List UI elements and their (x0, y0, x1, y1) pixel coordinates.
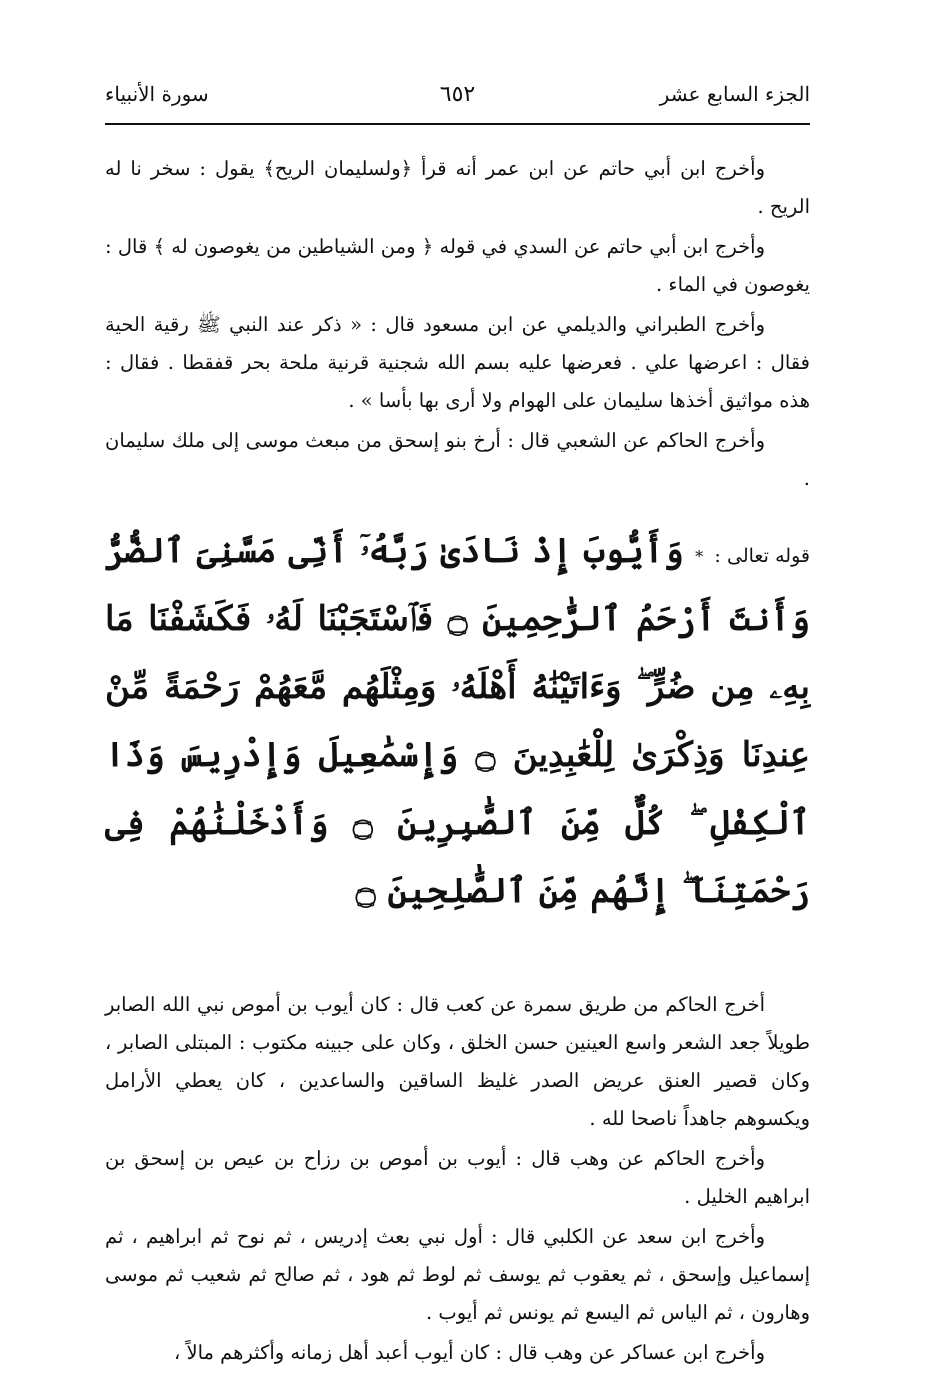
page-number: ٦٥٢ (439, 82, 476, 107)
paragraph: أخرج الحاكم من طريق سمرة عن كعب قال : كان أيوب بن أموص نبي الله الصابر طويلاً جعد الشعر واسع العينين حسن الخلق ، وكان على جبينه مكتوب : المبتلى الصابر ، وكان قصير العنق عريض الصدر غليظ الساقين والساعدين ، كان يعطي الأرامل ويكسوهم جاهداً ناصحا لله . (105, 993, 810, 1130)
juz-label: الجزء السابع عشر (659, 82, 810, 106)
paragraph: وأخرج ابن أبي حاتم عن السدي في قوله ﴿ ومن الشياطين من يغوصون له ﴾ قال : يغوصون في الماء . (105, 235, 810, 296)
header-rule (105, 123, 810, 125)
running-header (105, 82, 810, 112)
verse-intro: قوله تعالى : (714, 545, 810, 567)
paragraph: وأخرج الحاكم عن الشعبي قال : أرخ بنو إسحق من مبعث موسى إلى ملك سليمان . (105, 429, 810, 490)
paragraph: وأخرج الحاكم عن وهب قال : أيوب بن أموص بن رزاح بن عيص بن إسحق بن ابراهيم الخليل . (105, 1147, 810, 1208)
star-marker: * (695, 547, 704, 566)
paragraph: وأخرج ابن أبي حاتم عن ابن عمر أنه قرأ ﴿ولسليمان الريح﴾ يقول : سخر نا له الريح . (105, 157, 810, 218)
paragraph: وأخرج ابن عساكر عن وهب قال : كان أيوب أعبد أهل زمانه وأكثرهم مالاً ، (173, 1341, 765, 1364)
paragraph: وأخرج ابن سعد عن الكلبي قال : أول نبي بعث إدريس ، ثم نوح ثم ابراهيم ، ثم إسماعيل وإسحق ، ثم يعقوب ثم يوسف ثم لوط ثم هود ، ثم صالح ثم شعيب ثم موسى وهارون ، ثم الياس ثم اليسع ثم يونس ثم أيوب . (105, 1225, 810, 1324)
quran-verse-block (105, 520, 810, 928)
surah-label: سورة الأنبياء (105, 82, 209, 106)
verse-text: وَأَيُّوبَ إِذْ نَادَىٰ رَبَّهُۥٓ أَنِّى مَسَّنِىَ ٱلضُّرُّ وَأَنتَ أَرْحَمُ ٱلرَّٰحِمِينَ ۝ فَٱسْتَجَبْنَا لَهُۥ فَكَشَفْنَا مَا بِهِۦ مِن ضُرٍّ ۖ وَءَاتَيْنَٰهُ أَهْلَهُۥ وَمِثْلَهُم مَّعَهُمْ رَحْمَةً مِّنْ عِندِنَا وَذِكْرَىٰ لِلْعَٰبِدِينَ ۝ وَإِسْمَٰعِيلَ وَإِدْرِيسَ وَذَا ٱلْكِفْلِ ۖ كُلٌّ مِّنَ ٱلصَّٰبِرِينَ ۝ وَأَدْخَلْنَٰهُمْ فِى رَحْمَتِنَآ ۖ إِنَّهُم مِّنَ ٱلصَّٰلِحِينَ ۝ (105, 531, 810, 911)
paragraph: وأخرج الطبراني والديلمي عن ابن مسعود قال : « ذكر عند النبي ﷺ رقية الحية فقال : اعرضها علي . فعرضها عليه بسم الله شجنية قرنية ملحة بحر قفقطا . فقال : هذه مواثيق أخذها سليمان على الهوام ولا أرى بها بأسا » . (105, 313, 810, 412)
page-body (105, 150, 810, 1374)
